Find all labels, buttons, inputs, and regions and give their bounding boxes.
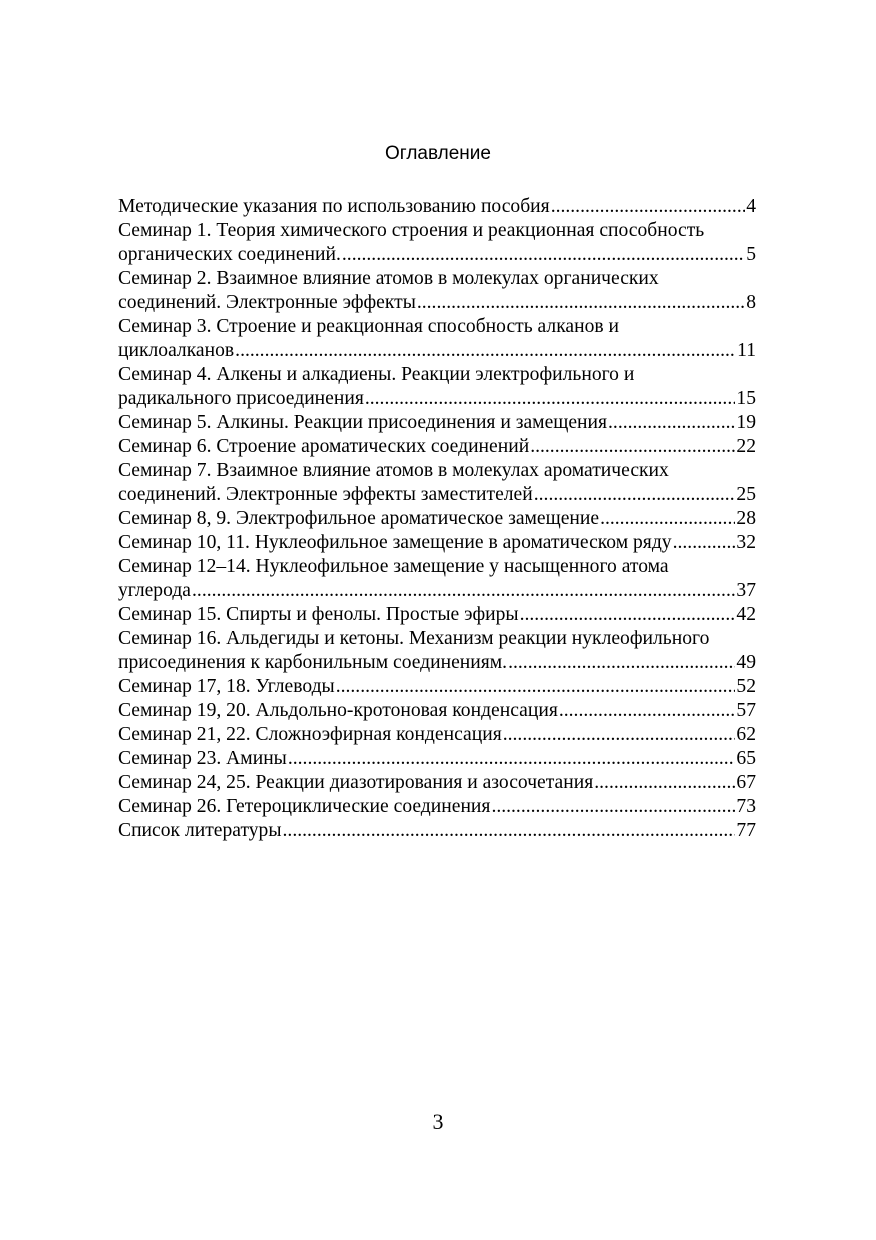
toc-entry-last-line [118,723,756,747]
toc-dot-leader [342,243,745,267]
toc-entry [118,771,756,795]
toc-entry-last-line [118,411,756,435]
toc-dot-leader [503,723,736,747]
toc-entry-last-line [118,291,756,315]
toc-entry-page: 5 [746,244,756,265]
toc-entry-last-line [118,579,756,603]
toc-entry-page: 42 [736,604,756,625]
toc-entry-line: Семинар 12–14. Нуклеофильное замещение у насыщенного атома [118,556,669,577]
toc-entry-title: соединений. Электронные эффекты [118,292,416,313]
toc-dot-leader [491,795,735,819]
toc-entry-title: Семинар 19, 20. Альдольно-кротоновая конденсация [118,700,558,721]
toc-dot-leader [559,699,736,723]
toc-entry-last-line [118,699,756,723]
toc-entry-last-line [118,747,756,771]
toc-entry [118,699,756,723]
toc-entry-page: 65 [736,748,756,769]
toc-entry [118,531,756,555]
toc-entry [118,795,756,819]
toc-entry-line: Семинар 2. Взаимное влияние атомов в молекулах органических [118,268,659,289]
toc-entry-last-line [118,771,756,795]
toc-entry [118,195,756,219]
toc-entry-last-line [118,651,756,675]
toc-entry-page: 22 [736,436,756,457]
toc-entry [118,603,756,627]
toc-entry-title: Семинар 6. Строение ароматических соединений [118,436,530,457]
toc-entry-page: 4 [746,196,756,217]
toc-dot-leader [235,339,736,363]
toc-entry [118,363,756,411]
toc-entry [118,627,756,675]
toc-entry-page: 19 [736,412,756,433]
toc-dot-leader [673,531,736,555]
toc-entry-title: органических соединений. [118,244,341,265]
toc-entry-title: Семинар 15. Спирты и фенолы. Простые эфиры [118,604,519,625]
toc-entry-title: Семинар 26. Гетероциклические соединения [118,796,491,817]
toc-list [118,195,756,843]
toc-entry [118,507,756,531]
toc-entry-page: 28 [736,508,756,529]
toc-entry-last-line [118,603,756,627]
toc-entry [118,459,756,507]
toc-entry-line: Семинар 16. Альдегиды и кетоны. Механизм реакции нуклеофильного [118,628,710,649]
toc-dot-leader [283,819,736,843]
toc-entry-last-line [118,195,756,219]
toc-dot-leader [288,747,736,771]
toc-entry-page: 52 [736,676,756,697]
toc-entry-page: 37 [736,580,756,601]
toc-entry [118,315,756,363]
toc-entry-last-line [118,819,756,843]
toc-entry-last-line [118,531,756,555]
toc-entry-last-line [118,483,756,507]
toc-entry-last-line [118,675,756,699]
toc-dot-leader [551,195,746,219]
toc-entry [118,411,756,435]
toc-entry [118,723,756,747]
toc-entry-page: 73 [736,796,756,817]
toc-entry-last-line [118,387,756,411]
toc-entry-title: циклоалканов [118,340,235,361]
toc-entry-title: Семинар 5. Алкины. Реакции присоединения и замещения [118,412,608,433]
toc-dot-leader [417,291,745,315]
page-number: 3 [432,1109,444,1134]
toc-dot-leader [508,651,735,675]
toc-entry-line: Семинар 1. Теория химического строения и реакционная способность [118,220,705,241]
toc-entry-last-line [118,243,756,267]
toc-entry-last-line [118,507,756,531]
toc-entry-last-line [118,339,756,363]
toc-entry-page: 49 [736,652,756,673]
toc-entry-page: 77 [736,820,756,841]
toc-entry-page: 62 [736,724,756,745]
toc-entry [118,747,756,771]
toc-entry-page: 67 [736,772,756,793]
toc-entry-title: Семинар 21, 22. Сложноэфирная конденсация [118,724,502,745]
toc-dot-leader [192,579,735,603]
toc-dot-leader [534,483,736,507]
toc-entry [118,819,756,843]
toc-entry-title: Семинар 23. Амины [118,748,287,769]
toc-entry-page: 11 [737,340,756,361]
toc-entry-line: Семинар 4. Алкены и алкадиены. Реакции электрофильного и [118,364,635,385]
toc-entry-title: Семинар 24, 25. Реакции диазотирования и азосочетания [118,772,594,793]
toc-entry-page: 8 [746,292,756,313]
toc-entry-page: 15 [736,388,756,409]
toc-entry-title: соединений. Электронные эффекты заместителей [118,484,533,505]
toc-entry-title: Семинар 17, 18. Углеводы [118,676,335,697]
toc-entry-last-line [118,795,756,819]
toc-dot-leader [530,435,735,459]
toc-entry [118,555,756,603]
toc-entry-line: Семинар 3. Строение и реакционная способность алканов и [118,316,620,337]
toc-entry [118,435,756,459]
toc-entry-title: радикального присоединения [118,388,364,409]
toc-entry-page: 32 [736,532,756,553]
toc-entry [118,675,756,699]
toc-entry-title: Семинар 8, 9. Электрофильное ароматическое замещение [118,508,600,529]
toc-entry-line: Семинар 7. Взаимное влияние атомов в молекулах ароматических [118,460,669,481]
toc-entry-page: 25 [736,484,756,505]
toc-title: Оглавление [385,143,491,164]
toc-entry [118,219,756,267]
toc-entry-title: Список литературы [118,820,282,841]
toc-entry-title: углерода [118,580,192,601]
toc-entry-title: Семинар 10, 11. Нуклеофильное замещение в ароматическом ряду [118,532,672,553]
toc-entry-title: присоединения к карбонильным соединениям. [118,652,508,673]
toc-entry-title: Методические указания по использованию пособия [118,196,550,217]
toc-entry [118,267,756,315]
toc-entry-last-line [118,435,756,459]
toc-dot-leader [365,387,736,411]
toc-dot-leader [600,507,735,531]
toc-dot-leader [594,771,735,795]
toc-dot-leader [608,411,735,435]
toc-entry-page: 57 [736,700,756,721]
toc-dot-leader [520,603,736,627]
toc-dot-leader [336,675,736,699]
